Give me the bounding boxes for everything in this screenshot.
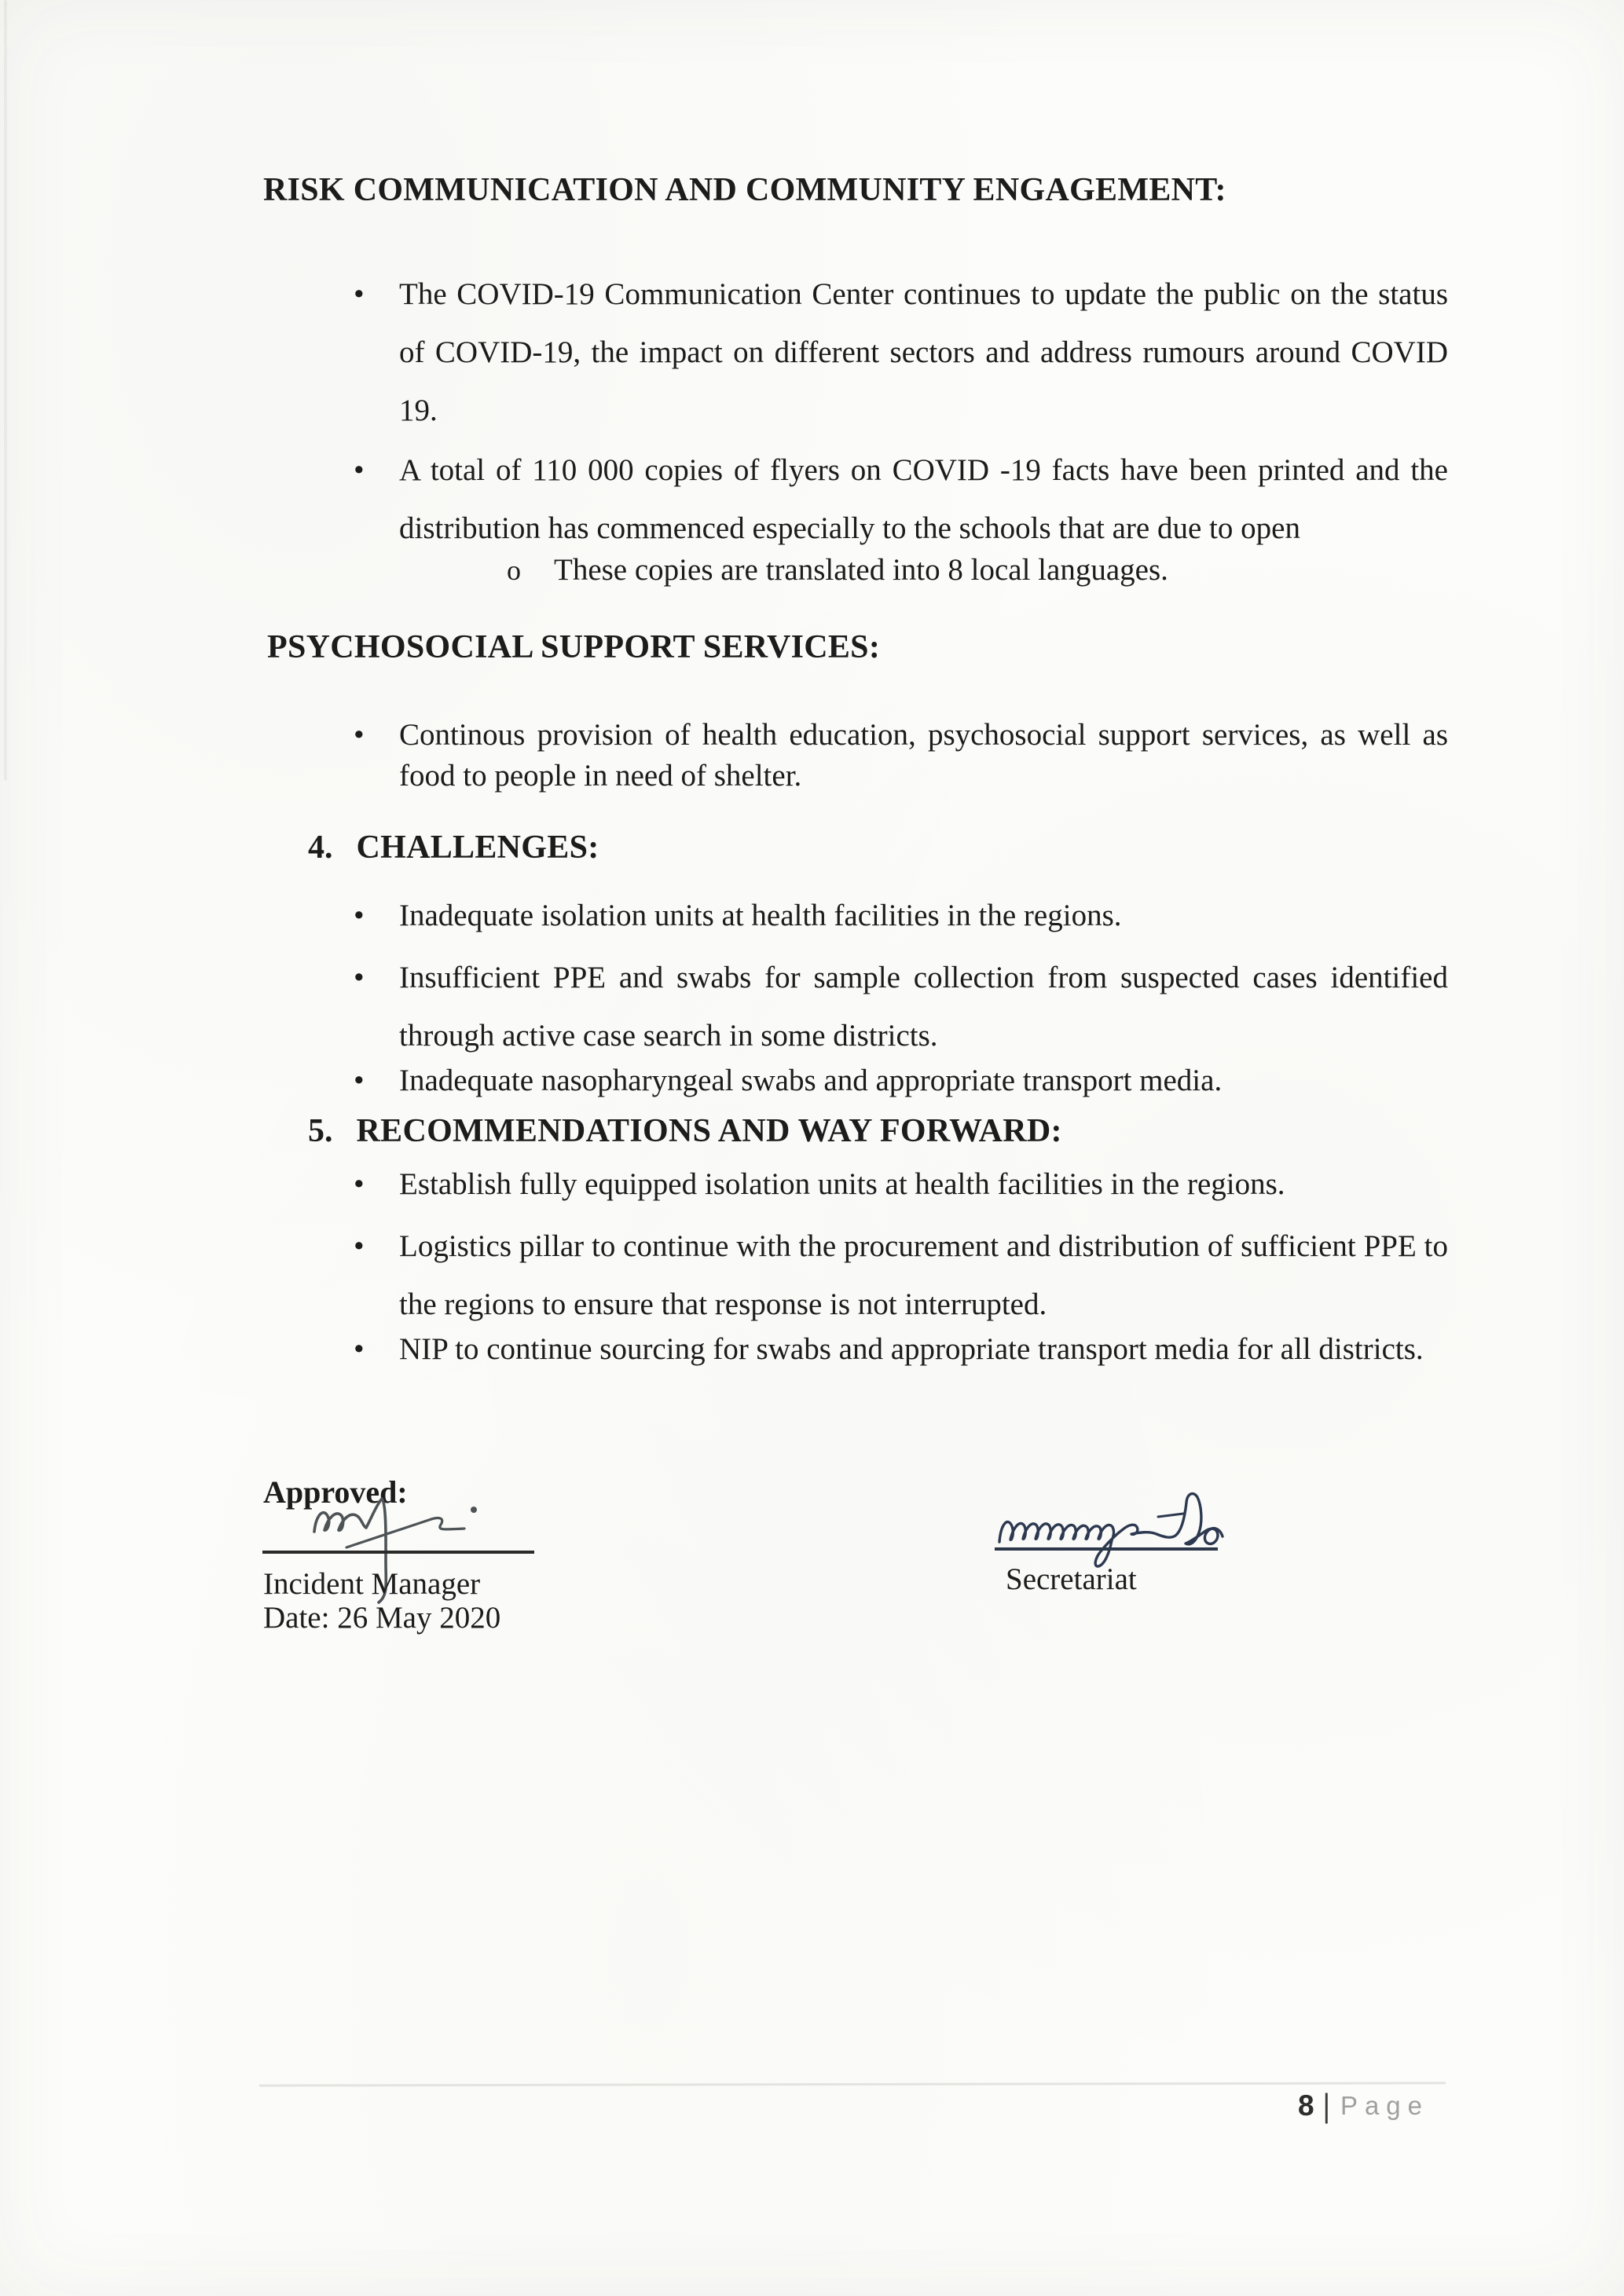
page-number: 8 [1298,2089,1314,2122]
bullet-item [354,441,1448,558]
bullet-item [354,1218,1448,1334]
section-number: 5. [308,1113,333,1149]
bullet-text: Logistics pillar to continue with the procurement and distribution of sufficient PPE to the regions to ensure that response is not interrupted. [399,1229,1448,1321]
signatory-title-right: Secretariat [1006,1562,1137,1596]
bullet-text: Inadequate nasopharyngeal swabs and appropriate transport media. [399,1064,1223,1097]
signature-line-right [995,1547,1218,1551]
bullet-item [354,895,1448,936]
bullet-text: NIP to continue sourcing for swabs and appropriate transport media for all districts. [399,1332,1424,1366]
bullet-text: A total of 110 000 copies of flyers on COVID -19 facts have been printed and the distribution has commenced especially to the schools that are due to open [399,453,1448,545]
section-number: 4. [308,829,333,866]
bullet-icon: • [354,1229,365,1263]
sub-bullet-item [507,550,1434,591]
page-footer [1298,2086,1430,2124]
footer-separator: | [1322,2086,1330,2124]
bullet-icon: • [354,1064,365,1097]
bullet-text: Continous provision of health education, psychosocial support services, as well as food to people in need of shelter. [399,718,1448,793]
bullet-item [354,1060,1448,1101]
bullet-text: Insufficient PPE and swabs for sample collection from suspected cases identified through active case search in some districts. [399,961,1448,1053]
signature-line-left [262,1551,534,1554]
section-heading-psychosocial: PSYCHOSOCIAL SUPPORT SERVICES: [267,629,881,665]
signatory-title-left: Incident Manager [263,1567,481,1601]
section-heading-challenges [308,829,599,866]
bullet-icon: • [354,277,365,311]
bullet-icon: • [354,453,365,487]
approved-label: Approved: [263,1474,408,1510]
sub-bullet-icon: o [507,555,521,586]
section-heading-text: CHALLENGES: [356,829,599,866]
section-heading-text: RECOMMENDATIONS AND WAY FORWARD: [356,1113,1062,1149]
bullet-item [354,949,1448,1065]
bullet-icon: • [354,899,365,932]
bullet-text: Establish fully equipped isolation units at health facilities in the regions. [399,1167,1285,1201]
bullet-item [354,265,1448,440]
bullet-icon: • [354,1167,365,1201]
approval-date: Date: 26 May 2020 [263,1601,501,1635]
sub-bullet-text: These copies are translated into 8 local languages. [554,553,1168,587]
footer-label: Page [1340,2091,1430,2120]
bullet-text: The COVID-19 Communication Center continues to update the public on the status of COVID-19, the impact on different sectors and address rumours around COVID 19. [399,277,1448,427]
bullet-text: Inadequate isolation units at health facilities in the regions. [399,899,1122,932]
section-heading-recommendations [308,1112,1062,1150]
bullet-item [354,715,1448,796]
bullet-item [354,1329,1448,1370]
bullet-item [354,1164,1448,1205]
footer-divider [259,2082,1446,2086]
bullet-icon: • [354,1332,365,1366]
section-heading-risk-communication: RISK COMMUNICATION AND COMMUNITY ENGAGEMENT: [263,172,1226,208]
bullet-icon: • [354,718,365,752]
bullet-icon: • [354,961,365,994]
